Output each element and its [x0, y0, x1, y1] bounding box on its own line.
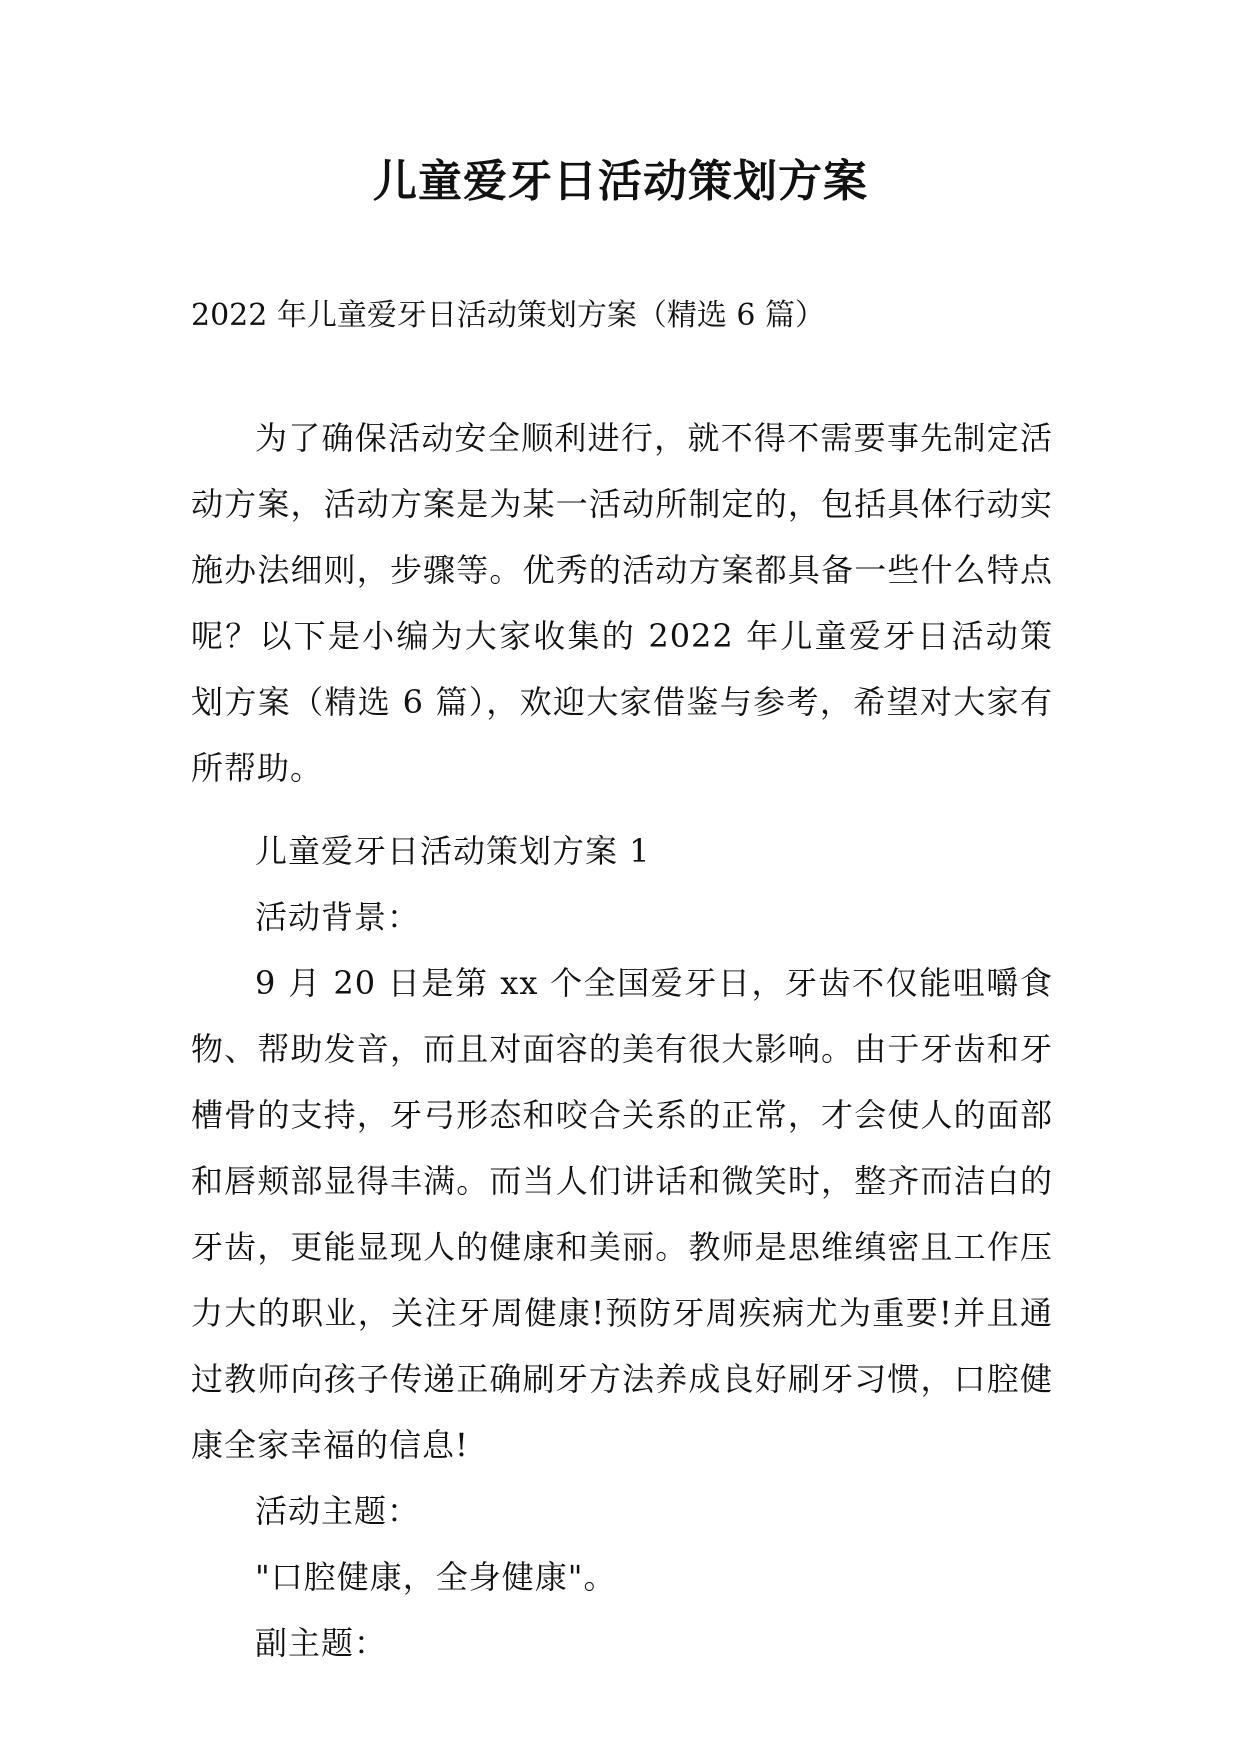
section-title: 儿童爱牙日活动策划方案 1: [255, 832, 651, 870]
subtheme-heading: 副主题：: [255, 1624, 388, 1662]
section-body: [191, 818, 1053, 1676]
theme-paragraph: "口腔健康，全身健康"。: [255, 1558, 617, 1596]
theme-heading: 活动主题：: [255, 1492, 421, 1530]
intro-paragraph: 为了确保活动安全顺利进行，就不得不需要事先制定活动方案，活动方案是为某一活动所制定的，包括具体行动实施办法细则，步骤等。优秀的活动方案都具备一些什么特点呢？以下是小编为大家收集的 2022 年儿童爱牙日活动策划方案（精选 6 篇），欢迎大家借鉴与参考，希望对大家有所帮助。: [191, 419, 1053, 787]
document-subtitle: 2022 年儿童爱牙日活动策划方案（精选 6 篇）: [191, 298, 826, 333]
background-heading: 活动背景：: [255, 898, 421, 936]
background-paragraph: 9 月 20 日是第 xx 个全国爱牙日，牙齿不仅能咀嚼食物、帮助发音，而且对面容的美有很大影响。由于牙齿和牙槽骨的支持，牙弓形态和咬合关系的正常，才会使人的面部和唇颊部显得丰满。而当人们讲话和微笑时，整齐而洁白的牙齿，更能显现人的健康和美丽。教师是思维缜密且工作压力大的职业，关注牙周健康!预防牙周疾病尤为重要!并且通过教师向孩子传递正确刷牙方法养成良好刷牙习惯，口腔健康全家幸福的信息!: [191, 964, 1053, 1464]
document-title: 儿童爱牙日活动策划方案: [373, 156, 868, 207]
